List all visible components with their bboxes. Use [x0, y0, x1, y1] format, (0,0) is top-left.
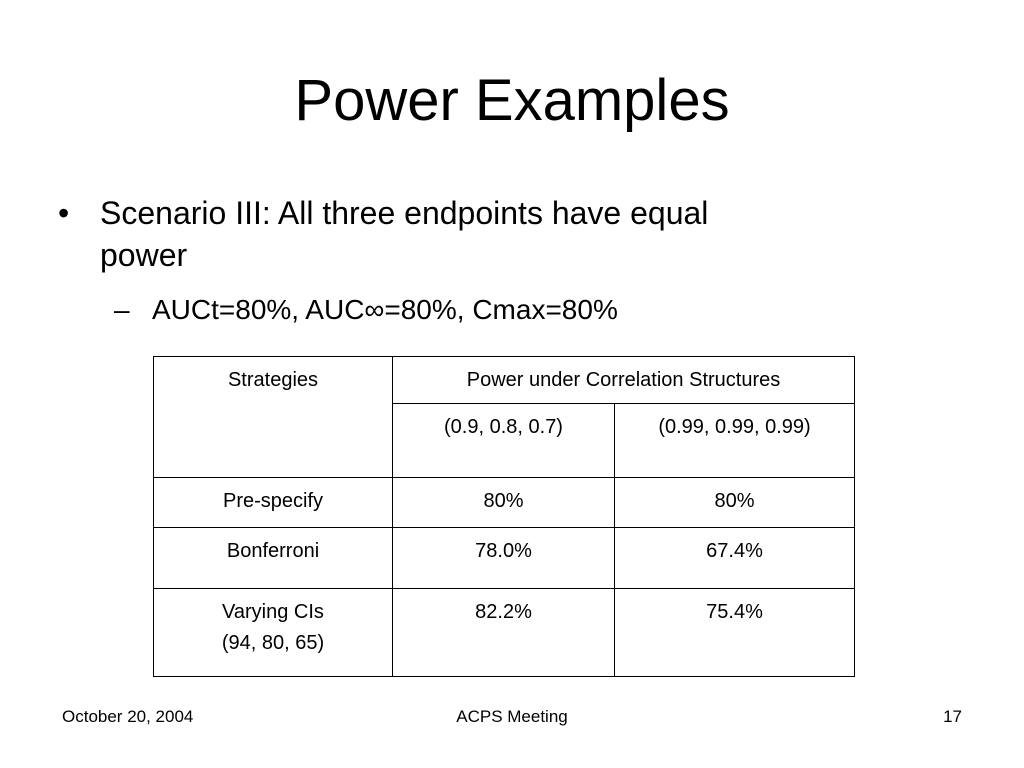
bullet-marker: •	[58, 195, 70, 231]
row-power-2: 80%	[615, 478, 855, 528]
row-strategy	[154, 589, 393, 677]
slide-title: Power Examples	[294, 68, 730, 133]
row-strategy-line-1: Varying CIs	[222, 601, 324, 623]
power-table	[153, 356, 855, 677]
row-strategy: Bonferroni	[154, 528, 393, 589]
footer-date: October 20, 2004	[62, 707, 194, 726]
row-strategy-line-2: (94, 80, 65)	[221, 632, 325, 654]
table-row	[154, 528, 855, 589]
row-power-1: 78.0%	[393, 528, 615, 589]
bullet-text: Scenario III: All three endpoints have equal power	[100, 195, 709, 273]
footer-page-number: 17	[943, 707, 962, 726]
table-header-row	[154, 357, 855, 404]
row-strategy: Pre-specify	[154, 478, 393, 528]
sub-bullet-marker: –	[114, 294, 130, 325]
row-power-2: 75.4%	[615, 589, 855, 677]
table-row	[154, 589, 855, 677]
row-power-1: 82.2%	[393, 589, 615, 677]
row-power-2: 67.4%	[615, 528, 855, 589]
footer-event: ACPS Meeting	[456, 707, 568, 726]
header-strategies: Strategies	[154, 357, 393, 478]
header-corr-2: (0.99, 0.99, 0.99)	[615, 404, 855, 478]
table-row	[154, 478, 855, 528]
header-corr-1: (0.9, 0.8, 0.7)	[393, 404, 615, 478]
row-power-1: 80%	[393, 478, 615, 528]
sub-bullet-text: AUCt=80%, AUC∞=80%, Cmax=80%	[152, 294, 618, 325]
header-power-group: Power under Correlation Structures	[393, 357, 855, 404]
